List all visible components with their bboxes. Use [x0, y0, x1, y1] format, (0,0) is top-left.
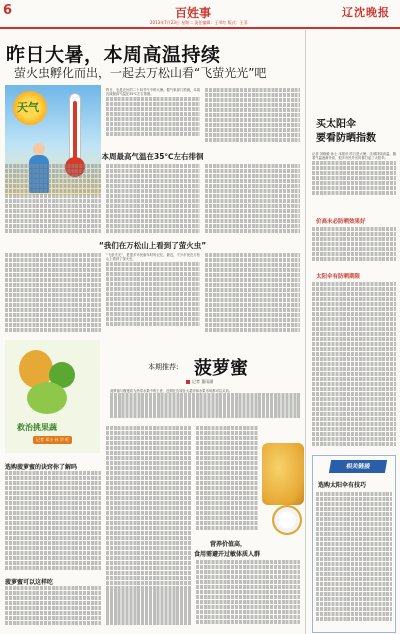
- weekly-title: 菠萝蜜: [194, 358, 248, 379]
- page-number: 6: [3, 3, 13, 18]
- date-line: 2013年7月23日 星期二 责任编辑：王翠红 版式：王菲: [150, 20, 248, 25]
- related-links-tag: 相关链接: [329, 460, 387, 473]
- left-article-headline-2: 菠萝蜜可以这样吃: [5, 579, 54, 586]
- temp-body-col-2: [106, 164, 200, 236]
- lead-headline: 昨日大暑，本周高温持续: [6, 44, 221, 66]
- weather-image-label: 天气: [17, 101, 39, 114]
- firefly-intro: “飞萤光光”，是很多市民童年时的记忆。最近，不少市民在万松山上看到了萤火虫。: [106, 253, 200, 262]
- temp-body-col-1: [5, 164, 101, 236]
- header-rule: [0, 27, 400, 29]
- section-subhead-temperature: 本周最高气温在35℃左右徘徊: [101, 152, 204, 161]
- weekly-body-col-1: [106, 426, 192, 630]
- right-intro: 记者 刘晓敏 孙士 本报讯 昨日是大暑，沈城持续高温。随着气温逐渐升高，很多市民外出时都打起了太阳伞。: [312, 152, 396, 161]
- firefly-body-col-2: [106, 253, 200, 335]
- temp-body-col-3: [205, 164, 300, 236]
- weekly-intro: [110, 389, 300, 419]
- weekly-intro-text: 菠萝蜜与榴莲同为热带水果中的王者，近期在沈城各大超市和水果市场都可以买到。: [110, 389, 232, 393]
- weekly-body-col-2: [196, 426, 258, 534]
- lead-subhead: 萤火虫孵化而出，一起去万松山看“飞萤光光”吧: [14, 66, 267, 80]
- masthead: 辽沈晚报: [342, 6, 390, 19]
- right-body-3: [312, 282, 396, 452]
- byline: 记者 董雨涵: [186, 379, 213, 385]
- fruit-bowl-photo: [272, 505, 302, 535]
- nutrition-body: [196, 560, 300, 630]
- section-subhead-fireflies: “我们在万松山上看到了萤火虫”: [98, 241, 207, 250]
- related-links-title: 选购太阳伞有技巧: [318, 482, 367, 489]
- jackfruit-photo: [262, 443, 304, 505]
- related-links-body: [316, 492, 392, 628]
- weekly-label: 本期推荐:: [148, 363, 179, 371]
- leaf-icon: [27, 382, 67, 414]
- left-article-headline: 选购菠萝蜜的诀窍你了解吗: [5, 464, 78, 471]
- right-subhead-2: 太阳伞有防晒期限: [316, 274, 361, 280]
- left-article-body: [5, 471, 101, 575]
- nutrition-headline-2: 食用需避开过敏体质人群: [194, 551, 261, 558]
- right-body-1: [312, 152, 396, 212]
- firefly-body-col-1: [5, 253, 101, 335]
- fruit-veg-illustration: [5, 340, 100, 453]
- lead-body-col-2: [205, 88, 300, 146]
- veg-subtitle: 记者 邓小 孙 学 旺: [33, 436, 72, 444]
- nutrition-headline-1: 营养价值高，: [210, 541, 247, 548]
- right-body-2: [312, 227, 396, 265]
- veg-title: 救治挑果蔬: [17, 423, 57, 432]
- column-title: 百姓事: [175, 6, 212, 20]
- left-article-body-2: [5, 586, 101, 630]
- column-divider: [305, 30, 306, 634]
- lead-intro: 昨日，也是农历的二十四节气中的大暑。据气象部门预测，本周沈城最高气温在35℃左右徘徊。: [106, 88, 200, 97]
- right-headline: 买太阳伞 要看防晒指数: [316, 119, 376, 144]
- firefly-body-col-3: [205, 253, 300, 335]
- page-header: [0, 0, 400, 30]
- lead-body-col-1: [106, 88, 200, 146]
- right-subhead-1: 价高未必防晒效果好: [316, 219, 366, 225]
